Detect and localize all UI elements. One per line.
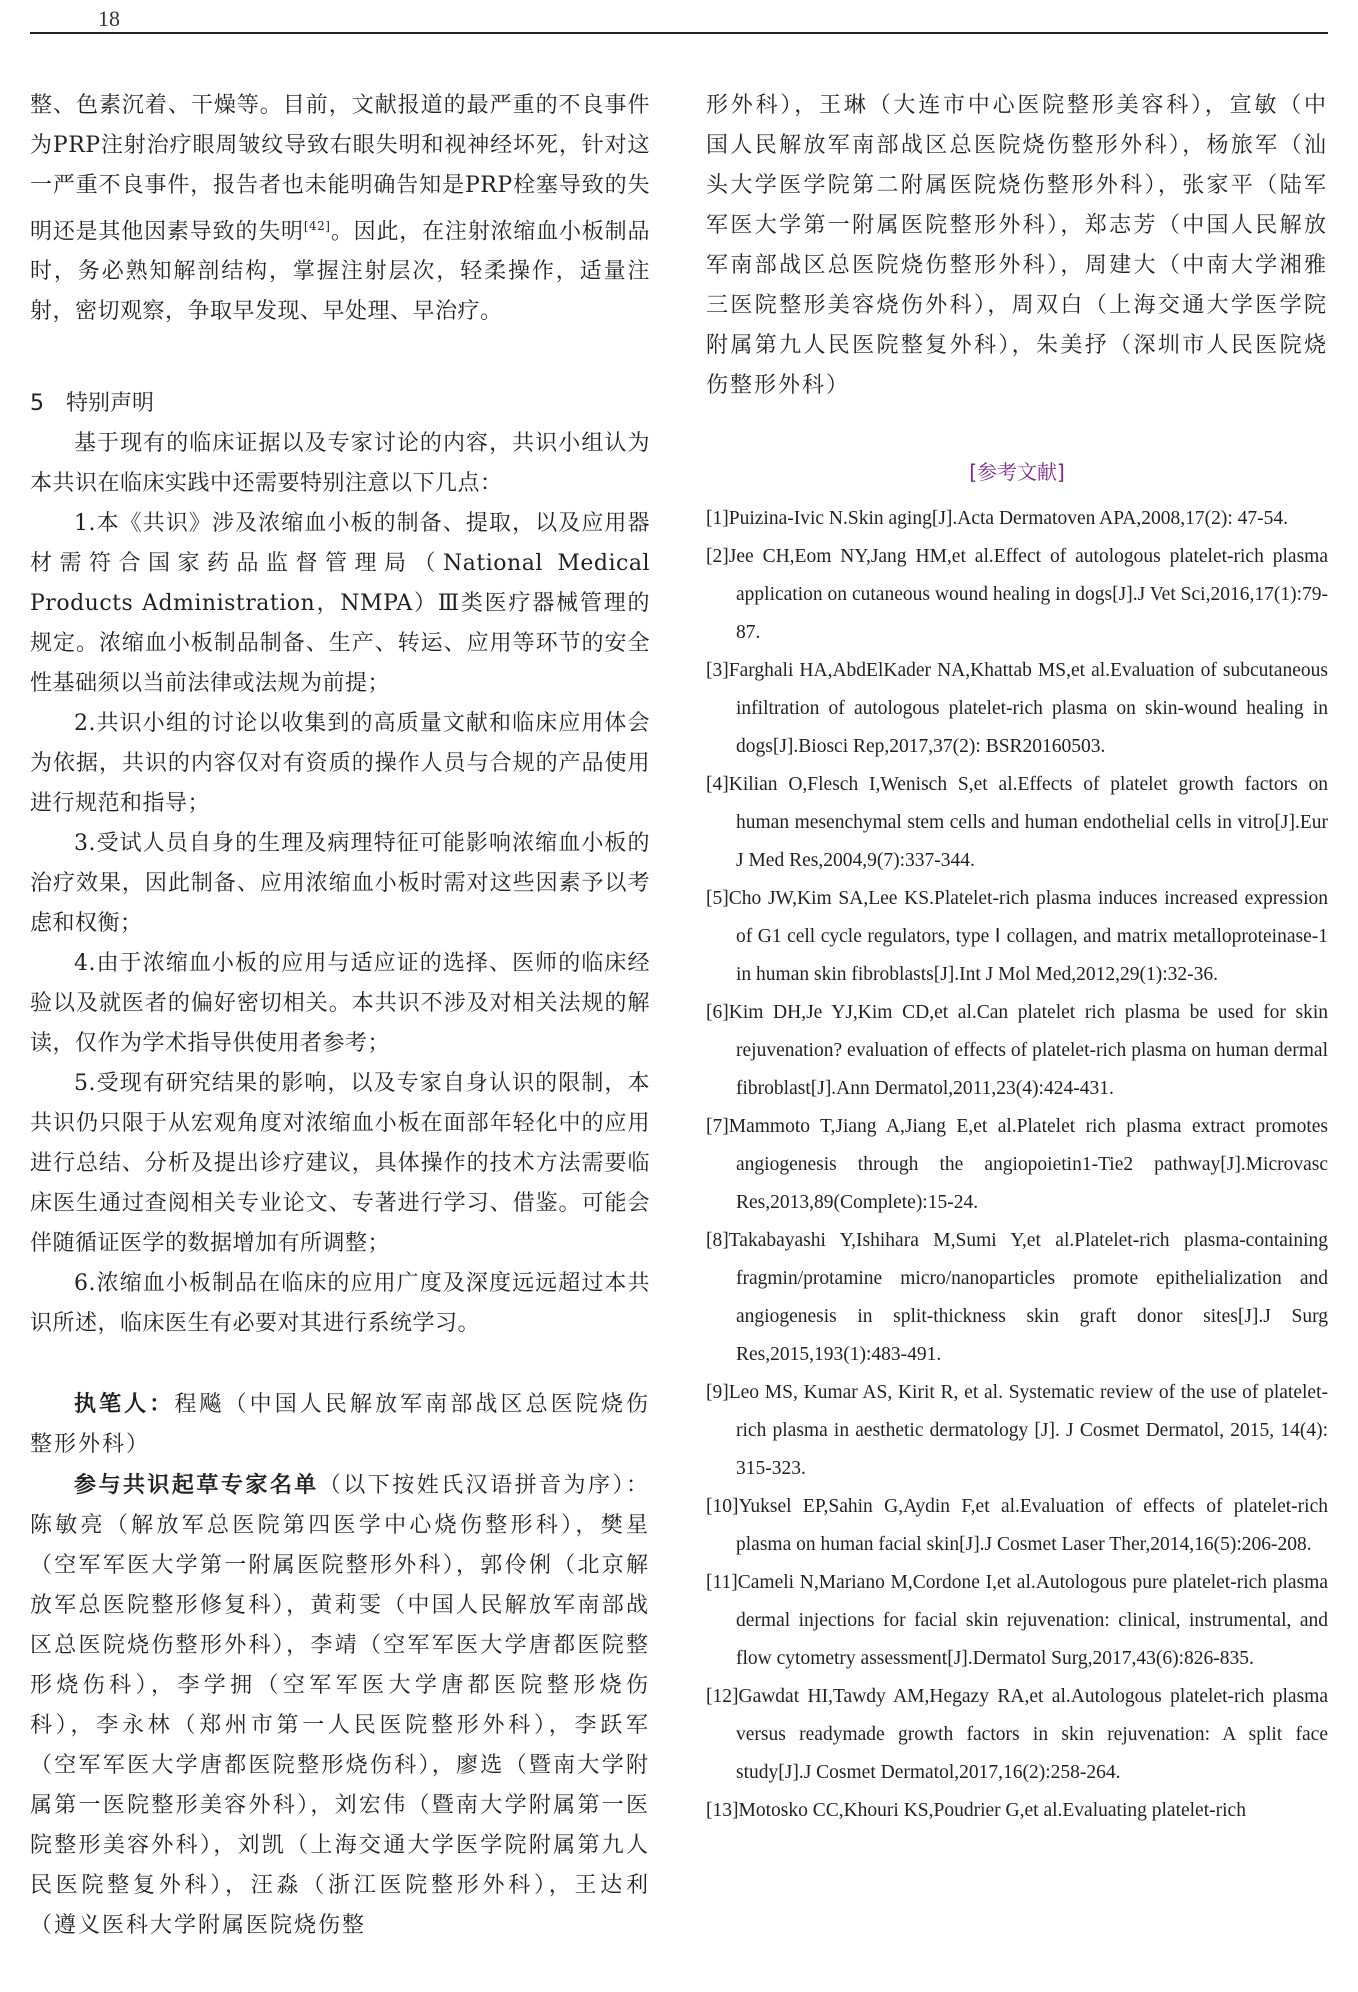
reference-item: [5]Cho JW,Kim SA,Lee KS.Platelet-rich plasma induces increased expression of G1 cell cycle regulators, type Ⅰ collagen, and matrix metalloproteinase-1 in human skin fibroblasts[J].Int J Mol Med,2012,29(1):32-36. <box>706 888 1328 985</box>
reference-item: [9]Leo MS, Kumar AS, Kirit R, et al. Systematic review of the use of platelet-rich plasma in aesthetic dermatology [J]. J Cosmet Dermatol, 2015, 14(4): 315-323. <box>706 1382 1328 1479</box>
reference-item: [13]Motosko CC,Khouri KS,Poudrier G,et al.Evaluating platelet-rich <box>706 1800 1246 1821</box>
points-list <box>30 504 650 1344</box>
special-note-point: 3.受试人员自身的生理及病理特征可能影响浓缩血小板的治疗效果，因此制备、应用浓缩血小板时需对这些因素予以考虑和权衡； <box>30 831 650 937</box>
reference-item: [3]Farghali HA,AbdElKader NA,Khattab MS,et al.Evaluation of subcutaneous infiltration of autologous platelet-rich plasma on skin-wound healing in dogs[J].Biosci Rep,2017,37(2): BSR20160503. <box>706 660 1328 757</box>
reference-item: [12]Gawdat HI,Tawdy AM,Hegazy RA,et al.Autologous platelet-rich plasma versus readymade growth factors in skin rejuvenation: A split face study[J].J Cosmet Dermatol,2017,16(2):258-264. <box>706 1686 1328 1783</box>
reference-item: [6]Kim DH,Je YJ,Kim CD,et al.Can platelet rich plasma be used for skin rejuvenation? evaluation of effects of platelet-rich plasma on human dermal fibroblast[J].Ann Dermatol,2011,23(4):424-431. <box>706 1002 1328 1099</box>
special-note-point: 1.本《共识》涉及浓缩血小板的制备、提取，以及应用器材需符合国家药品监督管理局（National Medical Products Administration，NMPA）Ⅲ类医疗器械管理的规定。浓缩血小板制品制备、生产、转运、应用等环节的安全性基础须以当前法律或法规为前提； <box>30 511 650 697</box>
intro-paragraph <box>30 86 650 332</box>
experts-paragraph <box>30 1465 650 1946</box>
header-rule <box>30 32 1328 34</box>
page-number: 18 <box>98 6 120 31</box>
right-column <box>706 86 1328 1830</box>
writer-paragraph <box>30 1384 650 1465</box>
citation-42[interactable]: [42] <box>303 219 331 233</box>
reference-item: [8]Takabayashi Y,Ishihara M,Sumi Y,et al.Platelet-rich plasma-containing fragmin/protamine micro/nanoparticles promote epithelialization and angiogenesis in split-thickness skin graft donor sites[J].J Surg Res,2015,193(1):483-491. <box>706 1230 1328 1365</box>
special-note-point: 6.浓缩血小板制品在临床的应用广度及深度远远超过本共识所述，临床医生有必要对其进行系统学习。 <box>30 1271 650 1337</box>
intro-text: 整、色素沉着、干燥等。目前，文献报道的最严重的不良事件为PRP注射治疗眼周皱纹导致右眼失明和视神经坏死，针对这一严重不良事件，报告者也未能明确告知是PRP栓塞导致的失明还是其他因素导致的失明 <box>30 93 650 245</box>
special-note-point: 5.受现有研究结果的影响，以及专家自身认识的限制，本共识仍只限于从宏观角度对浓缩血小板在面部年轻化中的应用进行总结、分析及提出诊疗建议，具体操作的技术方法需要临床医生通过查阅相关专业论文、专著进行学习、借鉴。可能会伴随循证医学的数据增加有所调整； <box>30 1071 650 1257</box>
experts-label: 参与共识起草专家名单 <box>74 1472 319 1499</box>
experts-continued: 形外科），王琳（大连市中心医院整形美容科），宣敏（中国人民解放军南部战区总医院烧伤整形外科），杨旅军（汕头大学医学院第二附属医院烧伤整形外科），张家平（陆军军医大学第一附属医院整形外科），郑志芳（中国人民解放军南部战区总医院烧伤整形外科），周建大（中南大学湘雅三医院整形美容烧伤外科），周双白（上海交通大学医学院附属第九人民医院整复外科），朱美抒（深圳市人民医院烧伤整形外科） <box>706 93 1328 398</box>
writer-label: 执笔人： <box>74 1391 175 1418</box>
left-column <box>30 86 650 1946</box>
writer-text: 程飚（中国人民解放军南部战区总医院烧伤整形外科） <box>30 1392 650 1458</box>
reference-item: [7]Mammoto T,Jiang A,Jiang E,et al.Platelet rich plasma extract promotes angiogenesis through the angiopoietin1-Tie2 pathway[J].Microvasc Res,2013,89(Complete):15-24. <box>706 1116 1328 1213</box>
section-intro: 基于现有的临床证据以及专家讨论的内容，共识小组认为本共识在临床实践中还需要特别注意以下几点： <box>30 431 650 497</box>
references-list <box>706 500 1328 1830</box>
reference-item: [4]Kilian O,Flesch I,Wenisch S,et al.Effects of platelet growth factors on human mesenchymal stem cells and human endothelial cells in vitro[J].Eur J Med Res,2004,9(7):337-344. <box>706 774 1328 871</box>
special-note-point: 4.由于浓缩血小板的应用与适应证的选择、医师的临床经验以及就医者的偏好密切相关。本共识不涉及对相关法规的解读，仅作为学术指导供使用者参考； <box>30 951 650 1057</box>
reference-item: [2]Jee CH,Eom NY,Jang HM,et al.Effect of autologous platelet-rich plasma application on cutaneous wound healing in dogs[J].J Vet Sci,2016,17(1):79-87. <box>706 546 1328 643</box>
special-note-point: 2.共识小组的讨论以收集到的高质量文献和临床应用体会为依据，共识的内容仅对有资质的操作人员与合规的产品使用进行规范和指导； <box>30 711 650 817</box>
references-title: [参考文献] <box>969 460 1065 484</box>
section-heading: 5 特别声明 <box>30 391 154 417</box>
reference-item: [10]Yuksel EP,Sahin G,Aydin F,et al.Evaluation of effects of platelet-rich plasma on human facial skin[J].J Cosmet Laser Ther,2014,16(5):206-208. <box>706 1496 1328 1555</box>
reference-item: [11]Cameli N,Mariano M,Cordone I,et al.Autologous pure platelet-rich plasma dermal injections for facial skin rejuvenation: clinical, instrumental, and flow cytometry assessment[J].Dermatol Surg,2017,43(6):826-835. <box>706 1572 1328 1669</box>
experts-text: （以下按姓氏汉语拼音为序）：陈敏亮（解放军总医院第四医学中心烧伤整形科），樊星（空军军医大学第一附属医院整形外科），郭伶俐（北京解放军总医院整形修复科），黄莉雯（中国人民解放军南部战区总医院烧伤整形外科），李靖（空军军医大学唐都医院整形烧伤科），李学拥（空军军医大学唐都医院整形烧伤科），李永林（郑州市第一人民医院整形外科），李跃军（空军军医大学唐都医院整形烧伤科），廖选（暨南大学附属第一医院整形美容外科），刘宏伟（暨南大学附属第一医院整形美容外科），刘凯（上海交通大学医学院附属第九人民医院整复外科），汪淼（浙江医院整形外科），王达利（遵义医科大学附属医院烧伤整 <box>30 1473 650 1939</box>
intro-tail: 。因此，在注射浓缩血小板制品时，务必熟知解剖结构，掌握注射层次，轻柔操作，适量注射，密切观察，争取早发现、早处理、早治疗。 <box>30 219 650 325</box>
reference-item: [1]Puizina-Ivic N.Skin aging[J].Acta Dermatoven APA,2008,17(2): 47-54. <box>706 508 1289 529</box>
